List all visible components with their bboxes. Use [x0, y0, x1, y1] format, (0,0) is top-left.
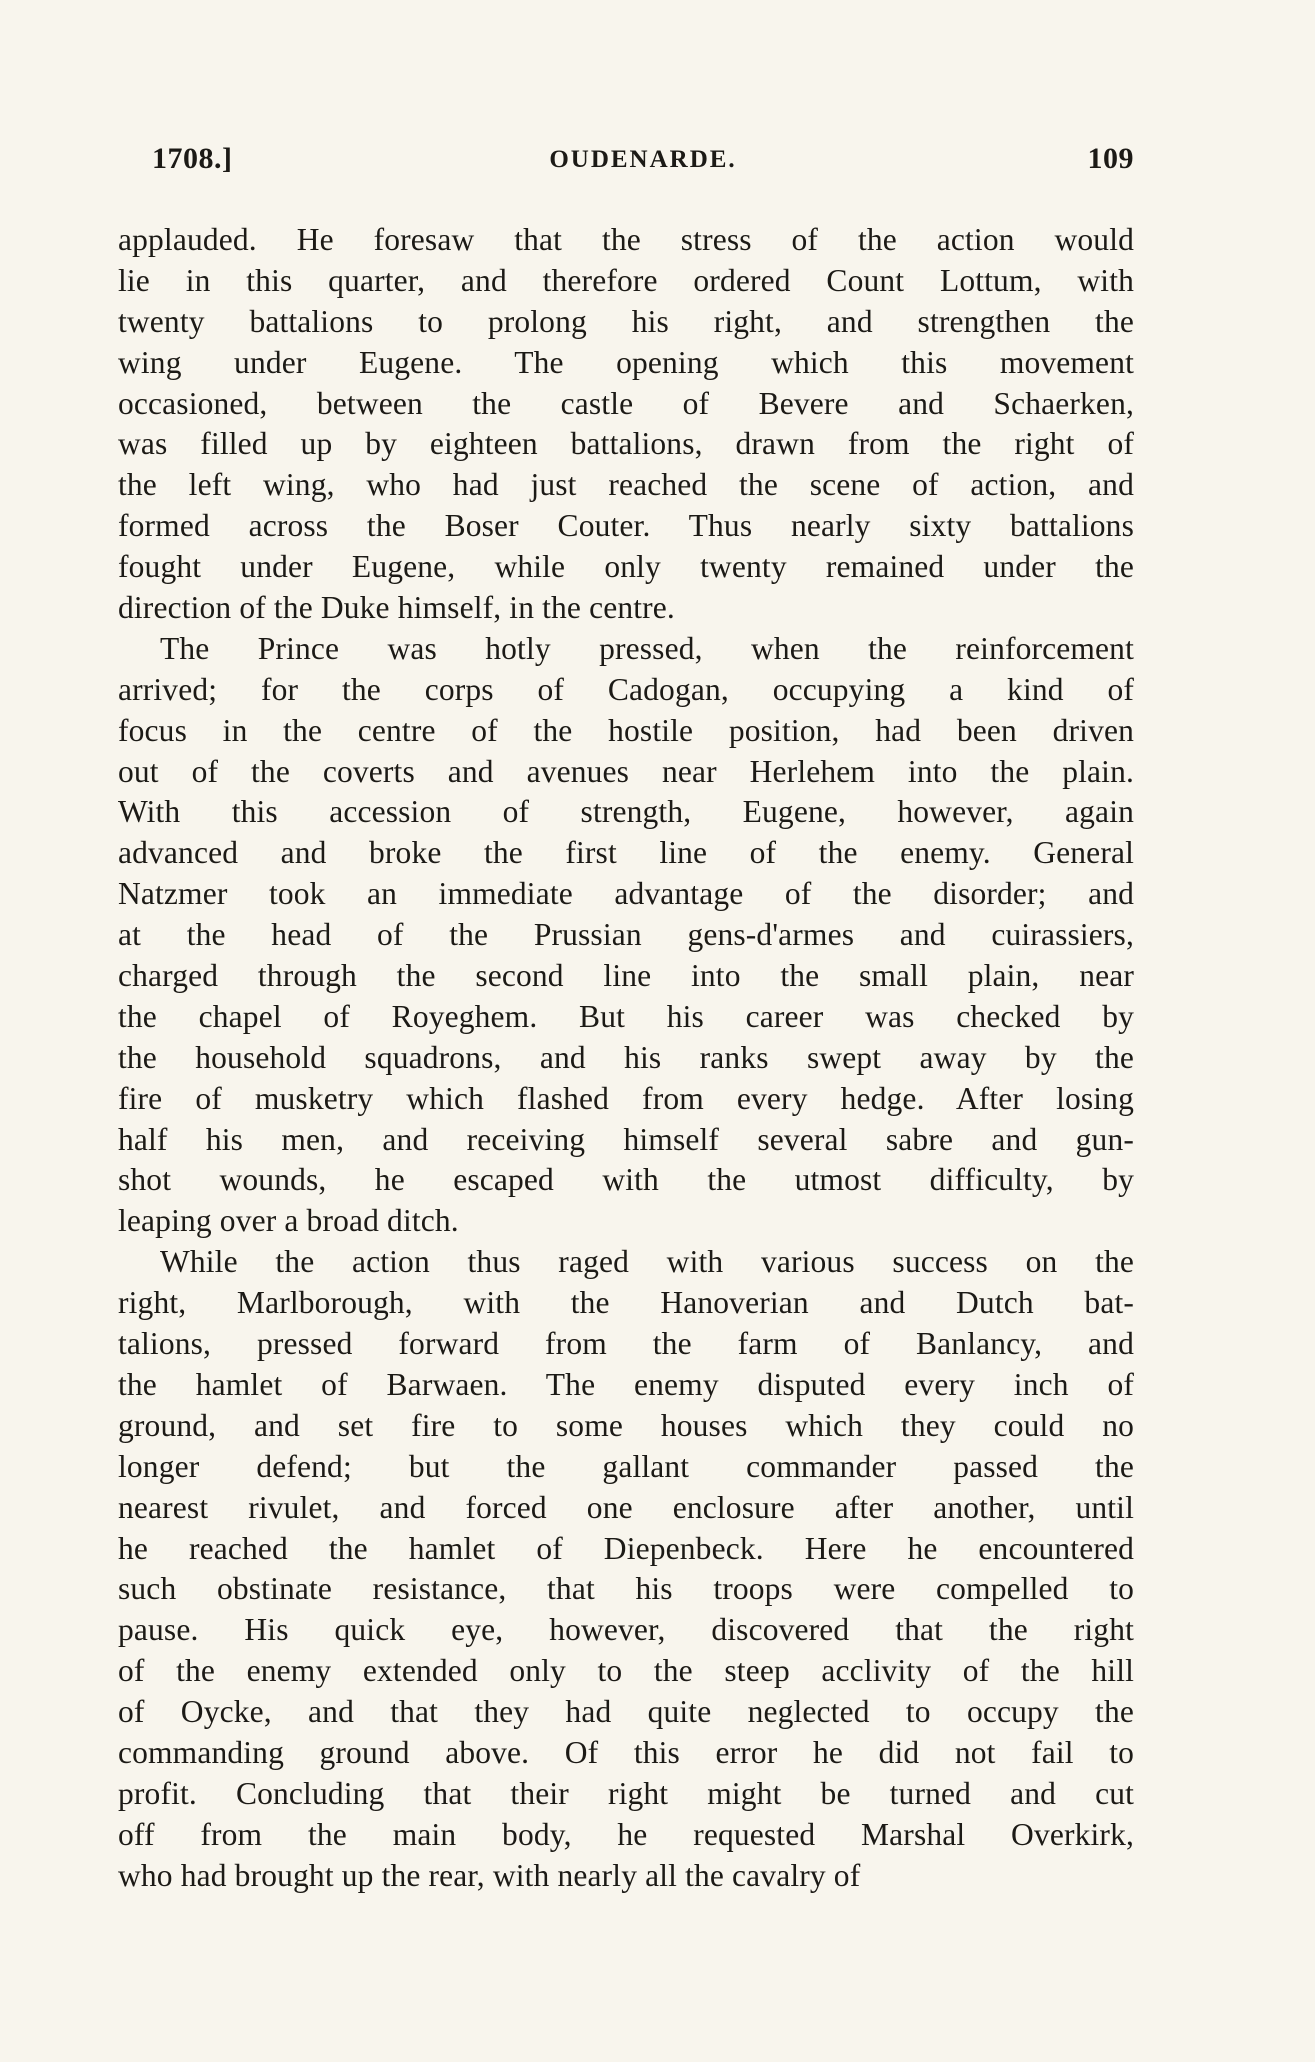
text-line: lie in this quarter, and therefore ordered Count Lottum, with — [118, 262, 1134, 298]
text-line: longer defend; but the gallant commander passed the — [118, 1448, 1134, 1484]
text-line: The Prince was hotly pressed, when the reinforcement — [160, 630, 1134, 666]
text-line: advanced and broke the first line of the enemy. General — [118, 835, 1134, 871]
text-line: shot wounds, he escaped with the utmost difficulty, by — [118, 1162, 1134, 1198]
text-line: arrived; for the corps of Cadogan, occupying a kind of — [118, 671, 1134, 707]
text-line: applauded. He foresaw that the stress of the action would — [118, 222, 1134, 257]
header-title: OUDENARDE. — [549, 146, 737, 173]
text-line: charged through the second line into the small plain, near — [118, 958, 1134, 994]
text-line: twenty battalions to prolong his right, and strengthen the — [118, 303, 1134, 339]
text-line: of Oycke, and that they had quite neglected to occupy the — [118, 1694, 1134, 1730]
body-text — [118, 220, 1134, 1897]
text-line: was filled up by eighteen battalions, drawn from the right of — [118, 426, 1134, 462]
paragraph — [118, 1242, 1134, 1896]
text-line: off from the main body, he requested Marshal Overkirk, — [118, 1816, 1134, 1852]
text-line: the chapel of Royeghem. But his career was checked by — [118, 998, 1134, 1034]
text-line: Natzmer took an immediate advantage of the disorder; and — [118, 876, 1134, 912]
text-line: such obstinate resistance, that his troops were compelled to — [118, 1571, 1134, 1607]
text-line: ground, and set fire to some houses which they could no — [118, 1407, 1134, 1443]
paragraph — [118, 629, 1134, 1242]
text-line: half his men, and receiving himself several sabre and gun- — [118, 1121, 1134, 1157]
paragraph — [118, 220, 1134, 629]
page-number: 109 — [1087, 142, 1134, 175]
text-line: direction of the Duke himself, in the centre. — [118, 590, 675, 626]
text-line: at the head of the Prussian gens-d'armes and cuirassiers, — [118, 917, 1134, 953]
text-line: he reached the hamlet of Diepenbeck. Here he encountered — [118, 1530, 1134, 1566]
header-year: 1708.] — [152, 142, 233, 175]
text-line: the household squadrons, and his ranks swept away by the — [118, 1039, 1134, 1075]
text-line: who had brought up the rear, with nearly all the cavalry of — [118, 1857, 861, 1893]
text-line: right, Marlborough, with the Hanoverian and Dutch bat- — [118, 1285, 1134, 1321]
text-line: With this accession of strength, Eugene, however, again — [118, 794, 1134, 830]
text-line: profit. Concluding that their right might be turned and cut — [118, 1775, 1134, 1811]
running-head — [152, 142, 1134, 182]
text-line: While the action thus raged with various success on the — [160, 1244, 1134, 1280]
text-line: talions, pressed forward from the farm of Banlancy, and — [118, 1326, 1134, 1362]
text-line: fought under Eugene, while only twenty remained under the — [118, 549, 1134, 585]
text-line: focus in the centre of the hostile position, had been driven — [118, 712, 1134, 748]
text-line: leaping over a broad ditch. — [118, 1203, 459, 1239]
text-line: formed across the Boser Couter. Thus nearly sixty battalions — [118, 508, 1134, 544]
text-line: nearest rivulet, and forced one enclosure after another, until — [118, 1489, 1134, 1525]
text-line: occasioned, between the castle of Bevere and Schaerken, — [118, 385, 1134, 421]
text-line: wing under Eugene. The opening which this movement — [118, 344, 1134, 380]
text-line: of the enemy extended only to the steep acclivity of the hill — [118, 1653, 1134, 1689]
text-line: pause. His quick eye, however, discovered that the right — [118, 1612, 1134, 1648]
text-line: out of the coverts and avenues near Herlehem into the plain. — [118, 753, 1134, 789]
text-line: the hamlet of Barwaen. The enemy disputed every inch of — [118, 1366, 1134, 1402]
text-line: commanding ground above. Of this error he did not fail to — [118, 1734, 1134, 1770]
text-line: the left wing, who had just reached the scene of action, and — [118, 467, 1134, 503]
text-line: fire of musketry which flashed from every hedge. After losing — [118, 1080, 1134, 1116]
